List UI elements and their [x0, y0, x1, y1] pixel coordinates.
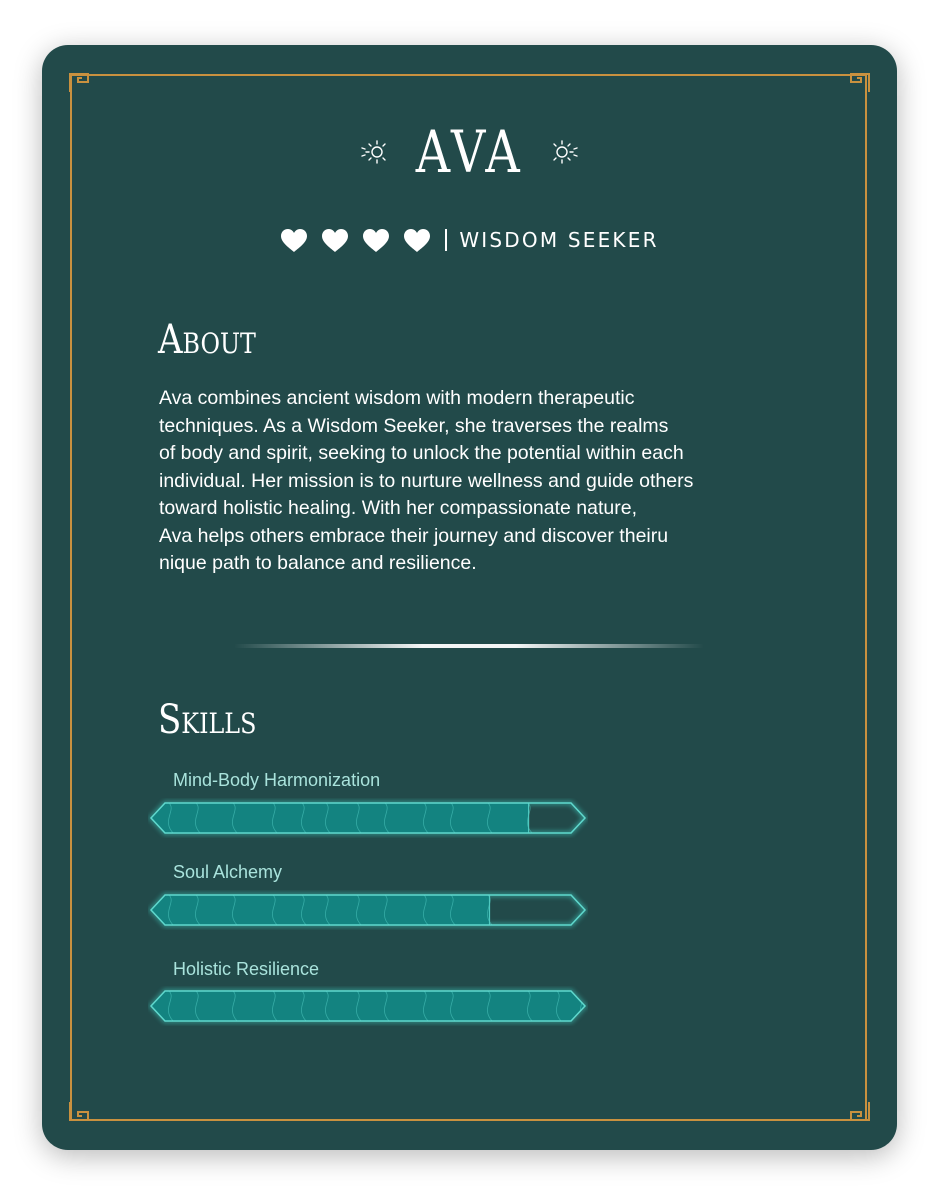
- skill-label: Holistic Resilience: [173, 959, 320, 979]
- corner-ornament-icon: [68, 1100, 90, 1122]
- subtitle-row: [42, 225, 897, 255]
- skill-bar-fill: [151, 890, 490, 930]
- character-role: WISDOM SEEKER: [459, 228, 659, 252]
- separator: [445, 229, 447, 251]
- heart-icon: [280, 228, 308, 253]
- skill-label: Mind-Body Harmonization: [173, 770, 381, 790]
- skill-bar: [148, 798, 588, 838]
- skill-label: Soul Alchemy: [173, 862, 283, 882]
- character-card: [42, 45, 897, 1150]
- skill-bar-fill: [151, 986, 585, 1026]
- sun-moon-icon: [360, 137, 390, 167]
- hearts-rating: [280, 228, 431, 253]
- heart-icon: [403, 228, 431, 253]
- section-divider: [234, 644, 704, 648]
- corner-ornament-icon: [68, 72, 90, 94]
- about-text: Ava combines ancient wisdom with modern therapeutic techniques. As a Wisdom Seeker, she traverses the realms of body and spirit, seeking to unlock the potential within each individual. Her mission is to nurture wellness and guide others toward holistic healing. With her compassionate nature, Ava helps others embrace their journey and discover theiru nique path to balance and resilience.: [159, 387, 694, 574]
- corner-ornament-icon: [849, 1100, 871, 1122]
- skill-bar-fill: [151, 798, 529, 838]
- skill-bar: [148, 890, 588, 930]
- skills-heading: Skills: [158, 697, 257, 743]
- about-heading: About: [158, 317, 256, 363]
- heart-icon: [321, 228, 349, 253]
- corner-ornament-icon: [849, 72, 871, 94]
- sun-moon-icon: [549, 137, 579, 167]
- character-name: AVA: [415, 118, 524, 186]
- title-row: [42, 117, 897, 187]
- heart-icon: [362, 228, 390, 253]
- skill-bar: [148, 986, 588, 1026]
